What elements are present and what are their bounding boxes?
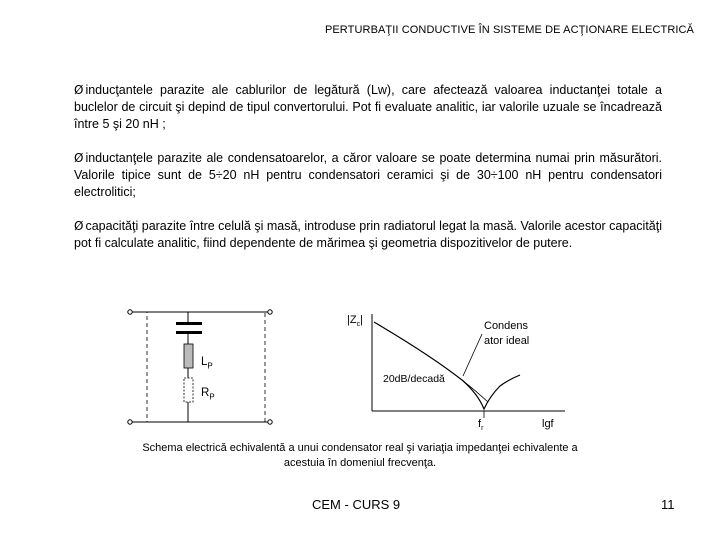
resonance-label-text: f xyxy=(478,418,482,430)
footer-course-title: CEM - CURS 9 xyxy=(312,497,401,512)
ideal-label-line2: ator ideal xyxy=(484,335,530,347)
bullet-text: capacităţi parazite între celulă şi masă, introduse prin radiatorul legat la masă. Valorile acestor capacităţi pot fi calculate analitic, fiind dependente de mărimea şi geometria dispozitivelor de putere. xyxy=(74,219,662,250)
ideal-label-pointer xyxy=(463,334,482,376)
arrow-bullet-icon: Ø xyxy=(74,83,84,97)
bullet-paragraph xyxy=(74,218,662,252)
bullet-text: inductanţele parazite ale condensatoarelor, a căror valoare se poate determina numai prin măsurători. Valorile tipice sunt de 5÷20 nH pentru condensatori ceramici şi de 30÷100 nH pentru condensatori electrolitici; xyxy=(74,151,662,199)
resonance-frequency-label xyxy=(478,418,483,432)
terminal-bottom-left xyxy=(128,420,132,424)
terminal-top-left xyxy=(128,310,132,314)
inductor-symbol xyxy=(184,344,193,368)
caption-line: Schema electrică echivalentă a unui condensator real şi variaţia impedanţei echivalente a xyxy=(142,442,578,454)
figure-caption xyxy=(60,441,660,471)
ideal-capacitor-label xyxy=(484,319,529,349)
resistor-label-text: R xyxy=(201,387,210,399)
inductor-label-text: L xyxy=(201,356,208,368)
arrow-bullet-icon: Ø xyxy=(74,151,84,165)
terminal-bottom-right xyxy=(268,420,272,424)
arrow-bullet-icon: Ø xyxy=(74,219,84,233)
inductor-label-sub: P xyxy=(207,361,213,371)
impedance-axis-label xyxy=(347,314,363,328)
page-number: 11 xyxy=(661,497,675,512)
resonance-label-sub: r xyxy=(481,425,484,433)
ideal-label-line1: Condens xyxy=(484,320,529,332)
resistor-label xyxy=(201,387,215,401)
x-axis-label: lgf xyxy=(542,418,554,430)
y-label-sub: c xyxy=(356,321,361,329)
slope-label: 20dB/decadă xyxy=(383,373,445,385)
caption-line: acestuia în domeniul frecvenţa. xyxy=(283,457,437,469)
bullet-paragraph xyxy=(74,82,662,133)
resistor-symbol xyxy=(184,378,193,402)
page-header: PERTURBAŢII CONDUCTIVE ÎN SISTEME DE ACŢIONARE ELECTRICĂ xyxy=(324,24,694,36)
y-label-text: |Z xyxy=(347,314,357,326)
inductor-label xyxy=(201,356,213,370)
y-label-end: | xyxy=(360,314,363,326)
bullet-paragraph xyxy=(74,150,662,201)
terminal-top-right xyxy=(268,310,272,314)
capacitor-plate-bottom xyxy=(176,331,202,334)
capacitor-plate-top xyxy=(176,322,202,325)
bullet-text: inducţantele parazite ale cablurilor de legătură (Lw), care afectează valoarea inductanţei totale a buclelor de circuit şi depind de tipul convertorului. Pot fi evaluate analitic, iar valorile uzuale se încadrează între 5 şi 20 nH ; xyxy=(74,83,662,131)
ideal-capacitor-curve xyxy=(462,380,488,402)
figure xyxy=(0,300,720,440)
resistor-label-sub: P xyxy=(209,392,215,402)
